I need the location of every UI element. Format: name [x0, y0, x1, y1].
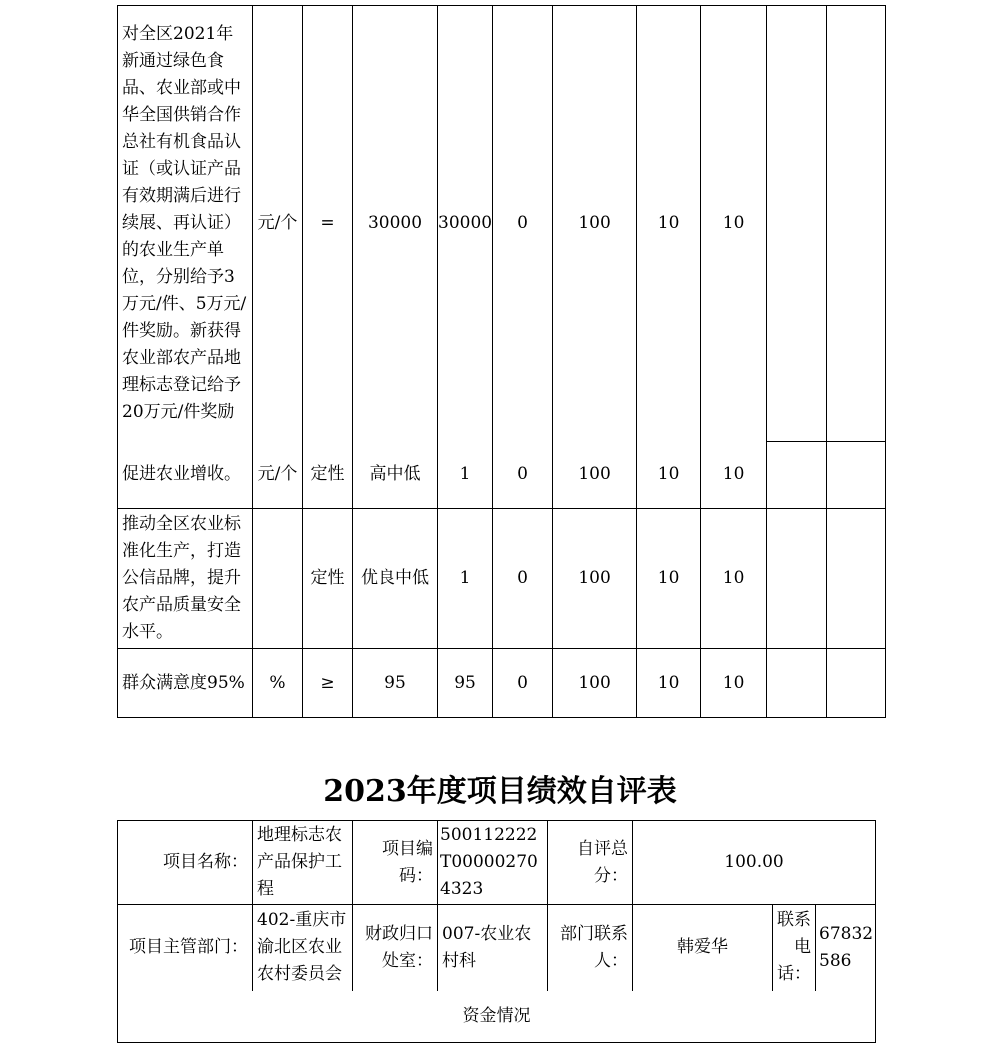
deviation-cell: 0	[493, 509, 553, 649]
unit-cell: 元/个	[253, 6, 303, 442]
self-evaluation-table	[117, 820, 876, 1043]
performance-indicator-table	[117, 5, 886, 718]
remark-cell	[767, 442, 827, 509]
weight-cell: 10	[637, 509, 701, 649]
score-cell: 10	[701, 442, 767, 509]
remark-cell	[767, 649, 827, 718]
remark-cell	[827, 649, 886, 718]
department-label: 项目主管部门：	[118, 905, 253, 991]
weight-cell: 10	[637, 442, 701, 509]
indicator-cell: 推动全区农业标准化生产，打造公信品牌，提升农产品质量安全水平。	[118, 509, 253, 649]
table-row	[118, 649, 886, 718]
score-cell: 10	[701, 509, 767, 649]
project-code-value: 500112222T000002704323	[438, 821, 548, 905]
unit-cell: 元/个	[253, 442, 303, 509]
table-row	[118, 442, 886, 509]
deviation-cell: 0	[493, 6, 553, 442]
rate-cell: 100	[553, 442, 637, 509]
remark-cell	[827, 6, 886, 442]
score-cell: 10	[701, 649, 767, 718]
indicator-cell: 对全区2021年新通过绿色食品、农业部或中华全国供销合作总社有机食品认证（或认证产品有效期满后进行续展、再认证）的农业生产单位，分别给予3万元/件、5万元/件奖励。新获得农业部农产品地理标志登记给予20万元/件奖励	[118, 6, 253, 442]
table-row	[118, 905, 876, 991]
self-score-value: 100.00	[633, 821, 876, 905]
indicator-cell: 促进农业增收。	[118, 442, 253, 509]
unit-cell	[253, 509, 303, 649]
finance-office-value: 007-农业农村科	[438, 905, 548, 991]
page-title: 2023年度项目绩效自评表	[323, 774, 677, 809]
funds-section-header: 资金情况	[118, 991, 876, 1043]
score-cell: 10	[701, 6, 767, 442]
rate-cell: 100	[553, 509, 637, 649]
project-name-label: 项目名称：	[118, 821, 253, 905]
contact-value: 韩爱华	[633, 905, 773, 991]
actual-cell: 95	[438, 649, 493, 718]
actual-cell: 1	[438, 509, 493, 649]
target-cell: 95	[353, 649, 438, 718]
rate-cell: 100	[553, 649, 637, 718]
target-cell: 优良中低	[353, 509, 438, 649]
target-cell: 30000	[353, 6, 438, 442]
finance-office-label: 财政归口处室：	[353, 905, 438, 991]
remark-cell	[767, 509, 827, 649]
table-row	[118, 821, 876, 905]
operator-cell: 定性	[303, 442, 353, 509]
actual-cell: 1	[438, 442, 493, 509]
operator-cell: 定性	[303, 509, 353, 649]
indicator-cell: 群众满意度95%	[118, 649, 253, 718]
project-code-label: 项目编码：	[353, 821, 438, 905]
table-row	[118, 6, 886, 442]
department-value: 402-重庆市渝北区农业农村委员会	[253, 905, 353, 991]
remark-cell	[827, 442, 886, 509]
table-row	[118, 991, 876, 1043]
remark-cell	[767, 6, 827, 442]
deviation-cell: 0	[493, 442, 553, 509]
remark-cell	[827, 509, 886, 649]
unit-cell: %	[253, 649, 303, 718]
phone-label: 联系电话：	[773, 905, 816, 991]
weight-cell: 10	[637, 6, 701, 442]
project-name-value: 地理标志农产品保护工程	[253, 821, 353, 905]
phone-value: 67832586	[816, 905, 876, 991]
deviation-cell: 0	[493, 649, 553, 718]
operator-cell: ≥	[303, 649, 353, 718]
self-score-label: 自评总分：	[548, 821, 633, 905]
rate-cell: 100	[553, 6, 637, 442]
operator-cell: =	[303, 6, 353, 442]
weight-cell: 10	[637, 649, 701, 718]
contact-label: 部门联系人：	[548, 905, 633, 991]
actual-cell: 30000	[438, 6, 493, 442]
table-row	[118, 509, 886, 649]
target-cell: 高中低	[353, 442, 438, 509]
